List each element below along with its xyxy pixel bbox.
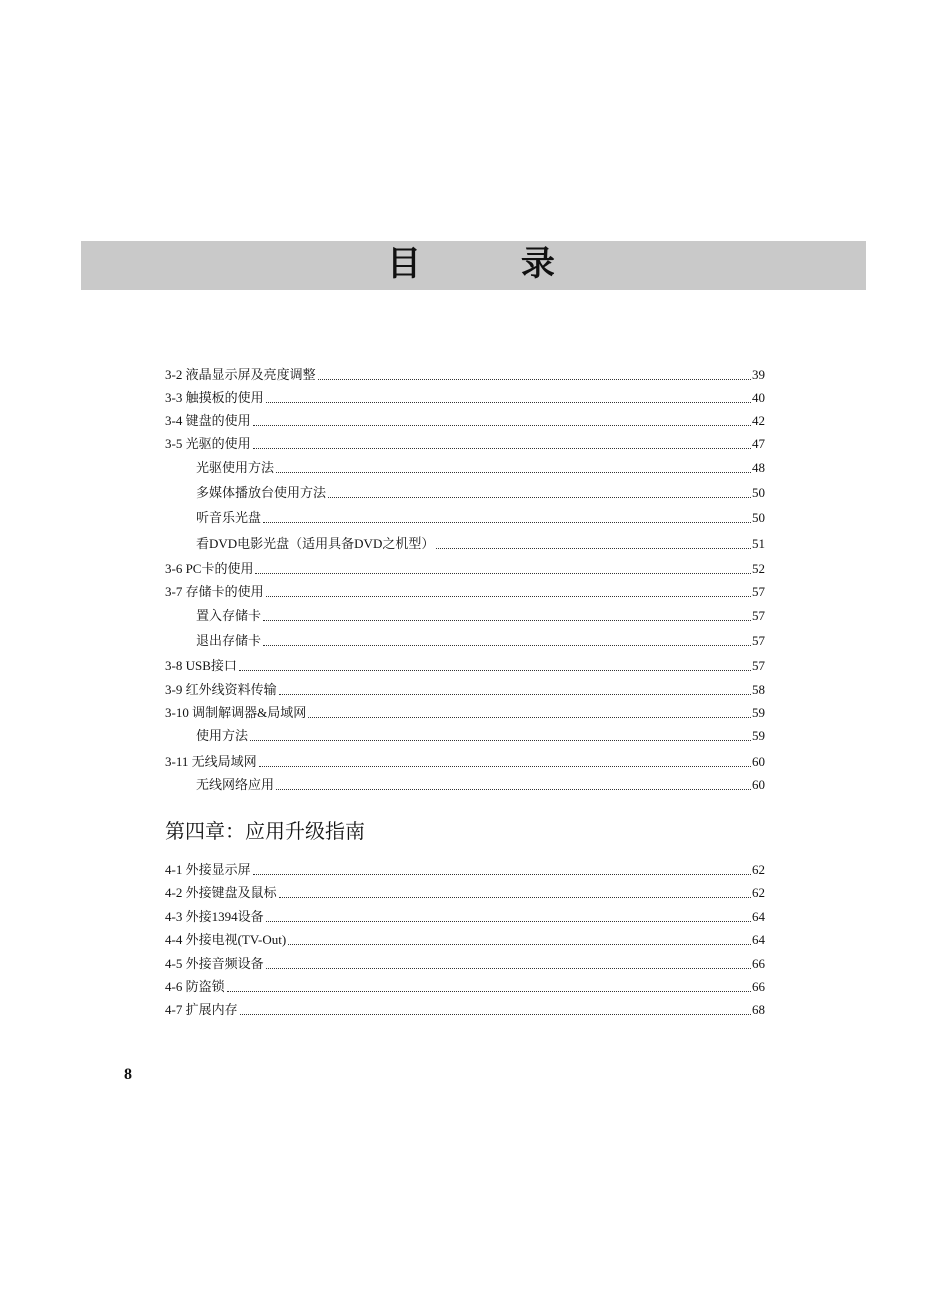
toc-entry-label: 置入存储卡 (196, 608, 262, 623)
dot-leader (279, 896, 751, 898)
dot-leader (266, 967, 751, 969)
toc-entry[interactable] (165, 883, 765, 901)
toc-entry-page: 42 (752, 413, 765, 428)
dot-leader (436, 547, 751, 549)
dot-leader (239, 669, 751, 671)
toc-entry-label: 4-3 外接1394设备 (165, 909, 264, 924)
dot-leader (266, 401, 751, 403)
toc-entry[interactable] (165, 656, 765, 674)
toc-entry-label: 4-7 扩展内存 (165, 1002, 238, 1017)
toc-entry-label: 3-6 PC卡的使用 (165, 561, 254, 576)
dot-leader (240, 1013, 751, 1015)
toc-entry[interactable] (165, 631, 765, 649)
toc-entry-label: 3-10 调制解调器&局域网 (165, 705, 307, 720)
toc-entry[interactable] (165, 582, 765, 600)
toc-entry-page: 60 (752, 754, 765, 769)
toc-entry[interactable] (165, 388, 765, 406)
toc-entry[interactable] (165, 434, 765, 452)
toc-entry-label: 3-2 液晶显示屏及亮度调整 (165, 367, 316, 382)
toc-entry-label: 3-5 光驱的使用 (165, 436, 251, 451)
toc-entry-label: 无线网络应用 (196, 777, 275, 792)
toc-entry-label: 4-4 外接电视(TV-Out) (165, 932, 287, 947)
dot-leader (266, 920, 751, 922)
page-title: 目 录 (387, 244, 599, 284)
toc-entry[interactable] (165, 606, 765, 624)
toc-entry[interactable] (165, 680, 765, 698)
toc-entry-page: 52 (752, 561, 765, 576)
toc-entry[interactable] (165, 860, 765, 878)
toc-entry-label: 3-9 红外线资料传输 (165, 682, 277, 697)
toc-entry-label: 3-7 存储卡的使用 (165, 584, 264, 599)
dot-leader (276, 471, 751, 473)
dot-leader (279, 693, 751, 695)
toc-entry[interactable] (165, 534, 765, 552)
toc-entry-page: 57 (752, 584, 765, 599)
toc-entry[interactable] (165, 508, 765, 526)
toc-entry[interactable] (165, 752, 765, 770)
dot-leader (288, 943, 751, 945)
toc-entry-page: 68 (752, 1002, 765, 1017)
toc-entry[interactable] (165, 365, 765, 383)
toc-entry-label: 退出存储卡 (196, 633, 262, 648)
title-band (81, 241, 866, 290)
toc-entry-page: 66 (752, 979, 765, 994)
dot-leader (263, 644, 751, 646)
toc-entry-label: 3-4 键盘的使用 (165, 413, 251, 428)
toc-entry-page: 58 (752, 682, 765, 697)
toc-entry-page: 62 (752, 885, 765, 900)
dot-leader (328, 496, 751, 498)
toc-entry-label: 多媒体播放台使用方法 (196, 485, 327, 500)
dot-leader (253, 447, 751, 449)
dot-leader (263, 619, 751, 621)
page-number: 8 (124, 1066, 132, 1083)
toc-entry-page: 64 (752, 932, 765, 947)
toc-entry[interactable] (165, 1000, 765, 1018)
toc-entry-label: 3-8 USB接口 (165, 658, 237, 673)
toc-entry[interactable] (165, 977, 765, 995)
chapter-4-heading: 第四章：应用升级指南 (165, 819, 365, 843)
dot-leader (276, 788, 751, 790)
dot-leader (255, 572, 751, 574)
dot-leader (250, 739, 751, 741)
toc-entry-label: 3-3 触摸板的使用 (165, 390, 264, 405)
toc-entry[interactable] (165, 411, 765, 429)
toc-entry-page: 59 (752, 728, 765, 743)
toc-entry-page: 57 (752, 658, 765, 673)
toc-entry-label: 4-2 外接键盘及鼠标 (165, 885, 277, 900)
dot-leader (253, 873, 751, 875)
toc-entry-page: 50 (752, 485, 765, 500)
toc-entry-page: 47 (752, 436, 765, 451)
dot-leader (266, 595, 751, 597)
dot-leader (263, 521, 751, 523)
toc-entry[interactable] (165, 775, 765, 793)
toc-entry-page: 39 (752, 367, 765, 382)
toc-entry-label: 光驱使用方法 (196, 460, 275, 475)
toc-entry-label: 使用方法 (196, 728, 249, 743)
toc-entry[interactable] (165, 930, 765, 948)
dot-leader (227, 990, 751, 992)
toc-entry-label: 4-5 外接音频设备 (165, 956, 264, 971)
toc-entry-label: 4-1 外接显示屏 (165, 862, 251, 877)
toc-entry[interactable] (165, 726, 765, 744)
toc-entry[interactable] (165, 483, 765, 501)
toc-entry-page: 64 (752, 909, 765, 924)
toc-entry-page: 60 (752, 777, 765, 792)
toc-entry[interactable] (165, 703, 765, 721)
toc-entry-label: 看DVD电影光盘（适用具备DVD之机型） (196, 536, 435, 551)
toc-entry-page: 48 (752, 460, 765, 475)
dot-leader (259, 765, 751, 767)
toc-entry-label: 3-11 无线局域网 (165, 754, 257, 769)
toc-entry-label: 听音乐光盘 (196, 510, 262, 525)
toc-entry-page: 66 (752, 956, 765, 971)
toc-entry[interactable] (165, 559, 765, 577)
toc-entry-page: 57 (752, 633, 765, 648)
toc-entry-page: 57 (752, 608, 765, 623)
toc-entry-page: 51 (752, 536, 765, 551)
toc-entry-page: 50 (752, 510, 765, 525)
dot-leader (318, 378, 751, 380)
toc-entry[interactable] (165, 954, 765, 972)
toc-entry-page: 40 (752, 390, 765, 405)
toc-entry-label: 4-6 防盗锁 (165, 979, 225, 994)
toc-entry[interactable] (165, 458, 765, 476)
dot-leader (253, 424, 751, 426)
toc-entry[interactable] (165, 907, 765, 925)
toc-entry-page: 59 (752, 705, 765, 720)
dot-leader (308, 716, 751, 718)
toc-entry-page: 62 (752, 862, 765, 877)
